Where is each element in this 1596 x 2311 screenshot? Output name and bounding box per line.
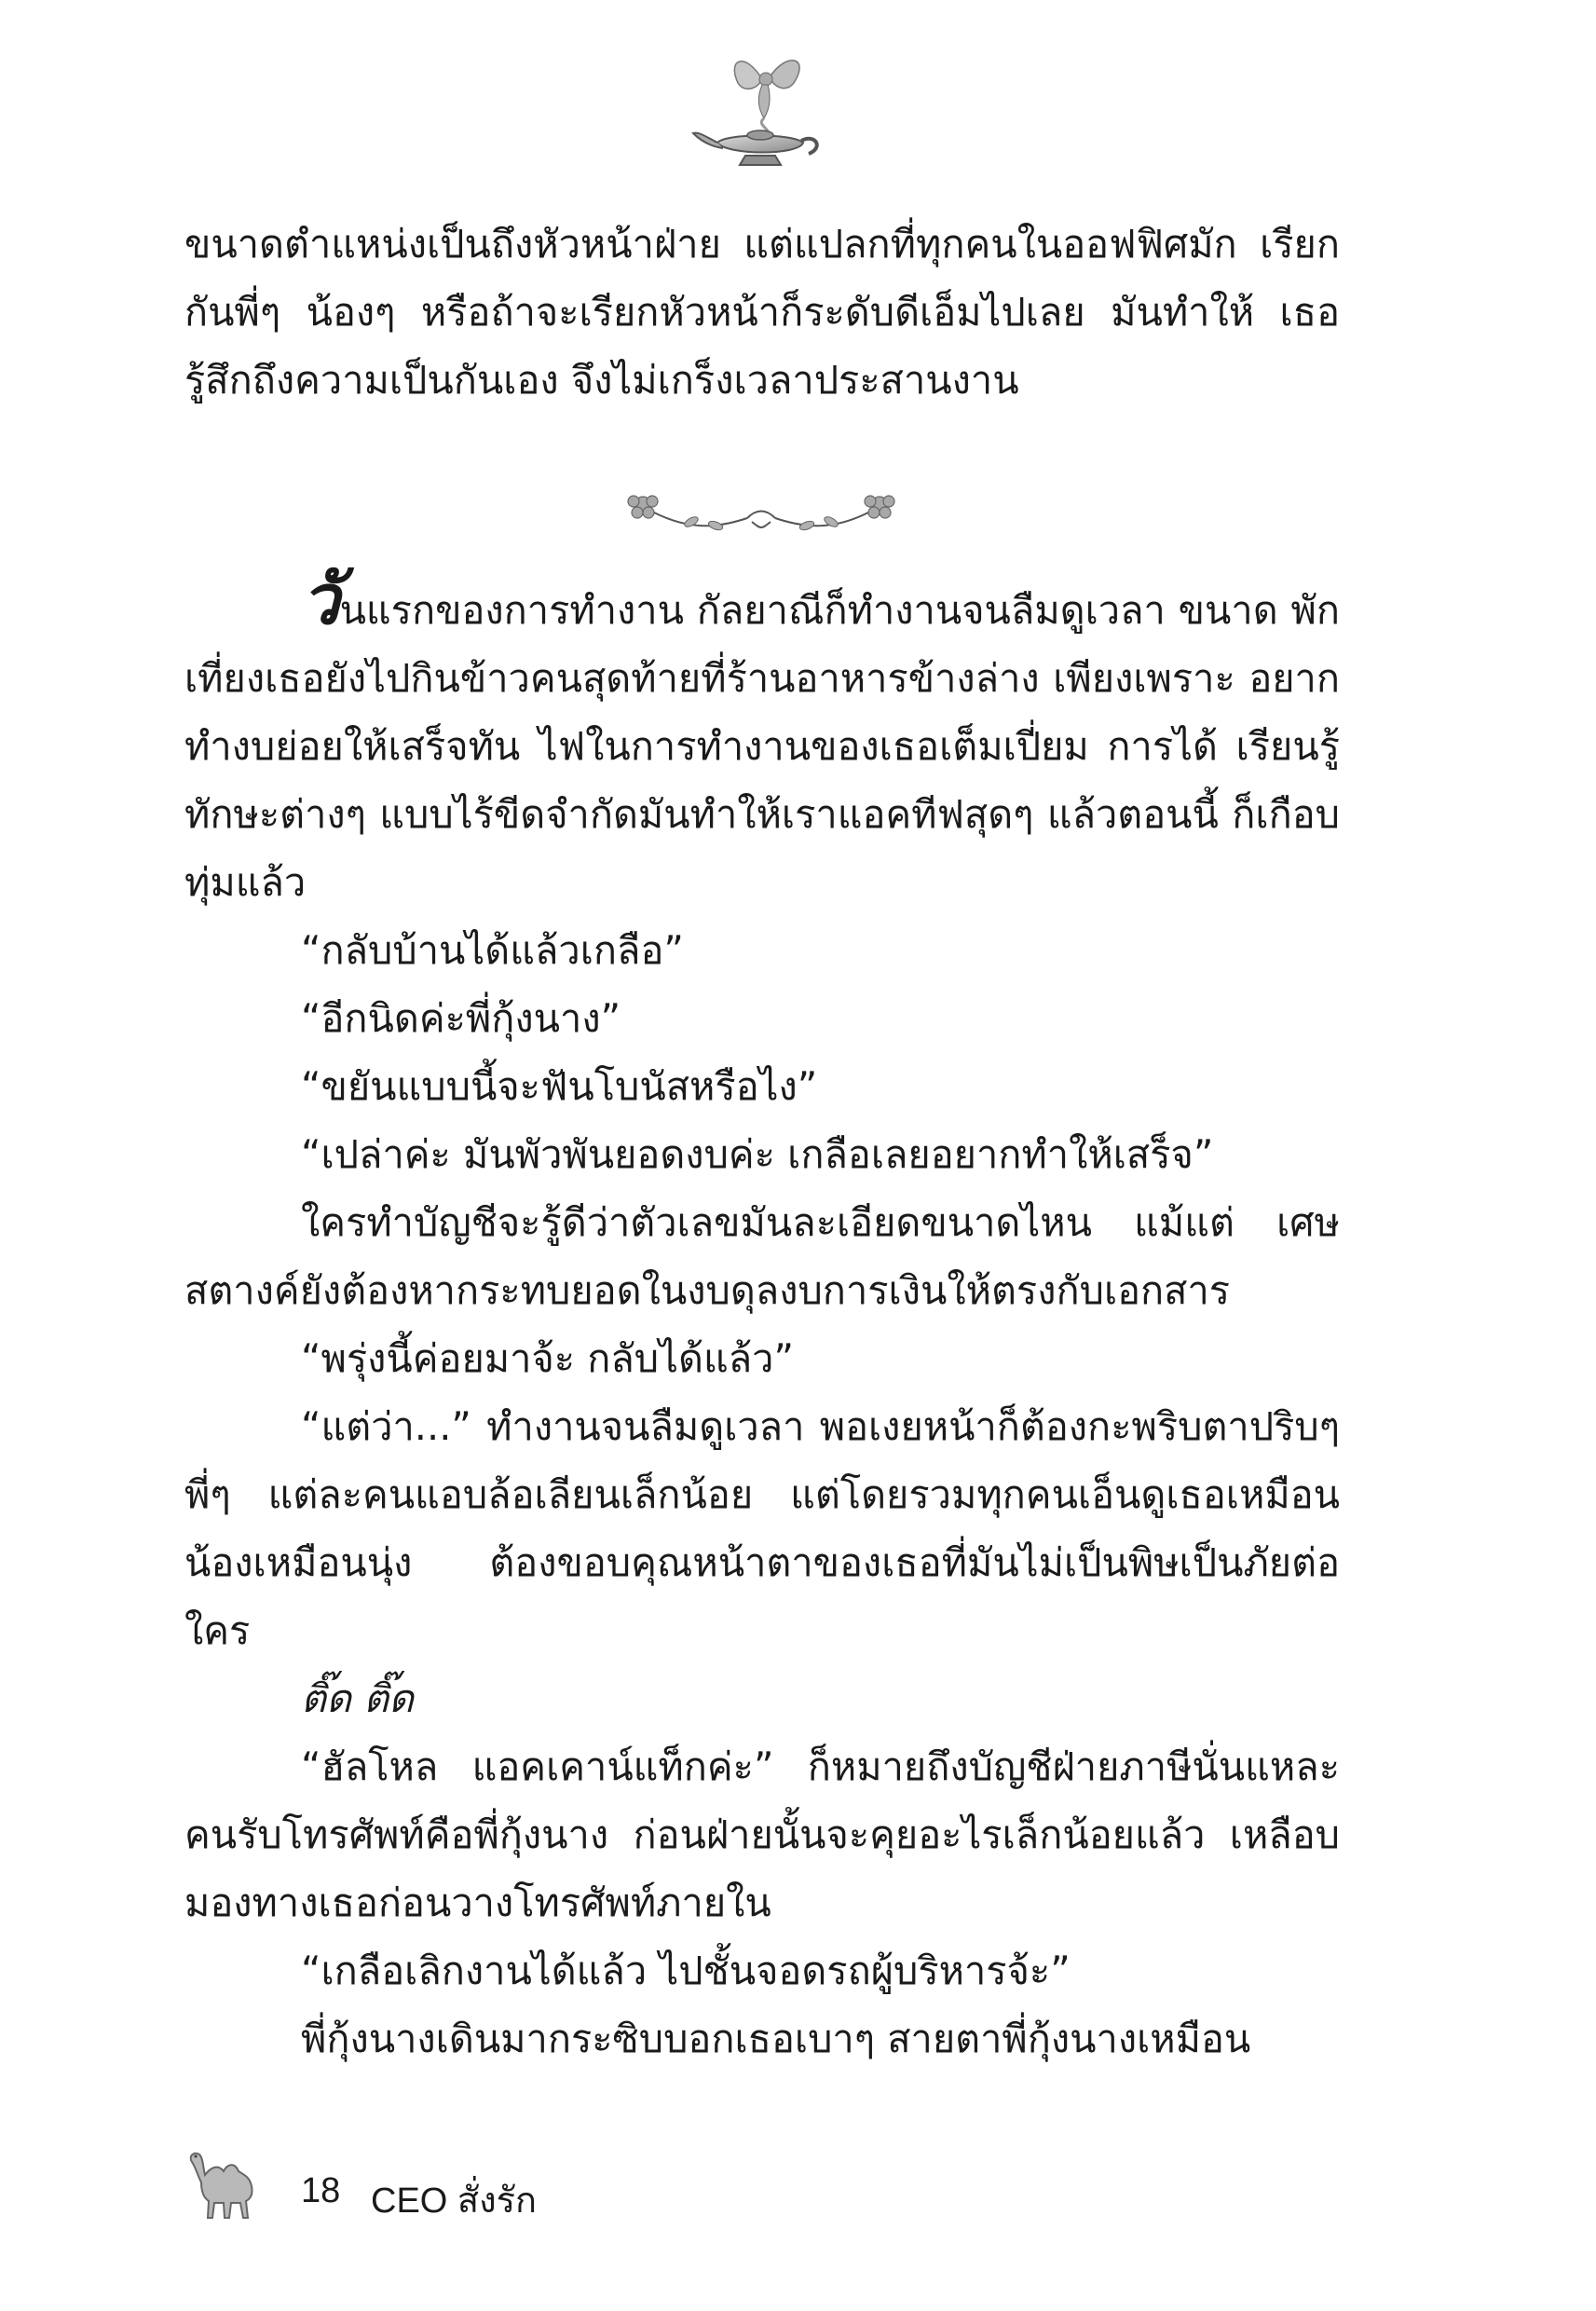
page-footer — [184, 2143, 743, 2227]
paragraph: ใครทำบัญชีจะรู้ดีว่าตัวเลขมันละเอียดขนาดไหน แม้แต่ เศษสตางค์ยังต้องหากระทบยอดในงบดุลงบการเงินให้ตรงกับเอกสาร — [184, 1199, 1340, 1313]
drop-cap: วั — [301, 560, 340, 640]
paragraph: “ฮัลโหล แอคเคาน์แท็กค่ะ” ก็หมายถึงบัญชีฝ่ายภาษีนั่นแหละ คนรับโทรศัพท์คือพี่กุ้งนาง ก่อนฝ่ายนั้นจะคุยอะไรเล็กน้อยแล้ว เหลือบมองทางเธอก่อนวางโทรศัพท์ภายใน — [184, 1744, 1340, 1925]
first-paragraph-text: นแรกของการทำงาน กัลยาณีก็ทำงานจนลืมดูเวลา ขนาด พักเที่ยงเธอยังไปกินข้าวคนสุดท้ายที่ร้านอาหารข้างล่าง เพียงเพราะ อยากทำงบย่อยให้เสร็จทัน ไฟในการทำงานของเธอเต็มเปี่ยม การได้ เรียนรู้ทักษะต่างๆ แบบไร้ขีดจำกัดมันทำให้เราแอคทีฟสุดๆ แล้วตอนนี้ ก็เกือบทุ่มแล้ว — [184, 587, 1340, 905]
paragraph: ขนาดตำแหน่งเป็นถึงหัวหน้าฝ่าย แต่แปลกที่ทุกคนในออฟฟิศมัก เรียกกันพี่ๆ น้องๆ หรือถ้าจะเรียกหัวหน้าก็ระดับดีเอ็มไปเลย มันทำให้ เธอรู้สึกถึงความเป็นกันเอง จึงไม่เกร็งเวลาประสานงาน — [184, 221, 1340, 403]
main-section — [184, 560, 1340, 2072]
book-title: CEO สั่งรัก — [371, 2181, 538, 2221]
dialogue-line: “ขยันแบบนี้จะฟันโบนัสหรือไง” — [301, 1063, 818, 1109]
dialogue-line: “อีกนิดค่ะพี่กุ้งนาง” — [301, 995, 621, 1041]
paragraph: พี่กุ้งนางเดินมากระซิบบอกเธอเบาๆ สายตาพี่กุ้งนางเหมือน — [301, 2016, 1251, 2061]
dialogue-line: “เปล่าค่ะ มันพัวพันยอดงบค่ะ เกลือเลยอยากทำให้เสร็จ” — [301, 1131, 1214, 1177]
dialogue-line: “กลับบ้านได้แล้วเกลือ” — [301, 927, 684, 973]
floral-vine-divider-icon — [626, 485, 896, 542]
first-paragraph — [184, 560, 1340, 916]
genie-lamp-fairy-icon — [689, 51, 829, 172]
dialogue-line: “เกลือเลิกงานได้แล้ว ไปชั้นจอดรถผู้บริหารจ้ะ” — [301, 1948, 1071, 1993]
paragraph: “แต่ว่า...” ทำงานจนลืมดูเวลา พอเงยหน้าก็ต้องกะพริบตาปริบๆ พี่ๆ แต่ละคนแอบล้อเลียนเล็กน้อย แต่โดยรวมทุกคนเอ็นดูเธอเหมือน น้องเหมือนนุ่ง ต้องขอบคุณหน้าตาของเธอที่มันไม่เป็นพิษเป็นภัยต่อใคร — [184, 1403, 1340, 1653]
sound-effect: ติ๊ด ติ๊ด — [301, 1675, 414, 1721]
dialogue-line: “พรุ่งนี้ค่อยมาจ้ะ กลับได้แล้ว” — [301, 1335, 794, 1381]
camel-icon — [184, 2143, 268, 2222]
page-number: 18 — [301, 2171, 341, 2210]
intro-section — [184, 210, 1340, 414]
